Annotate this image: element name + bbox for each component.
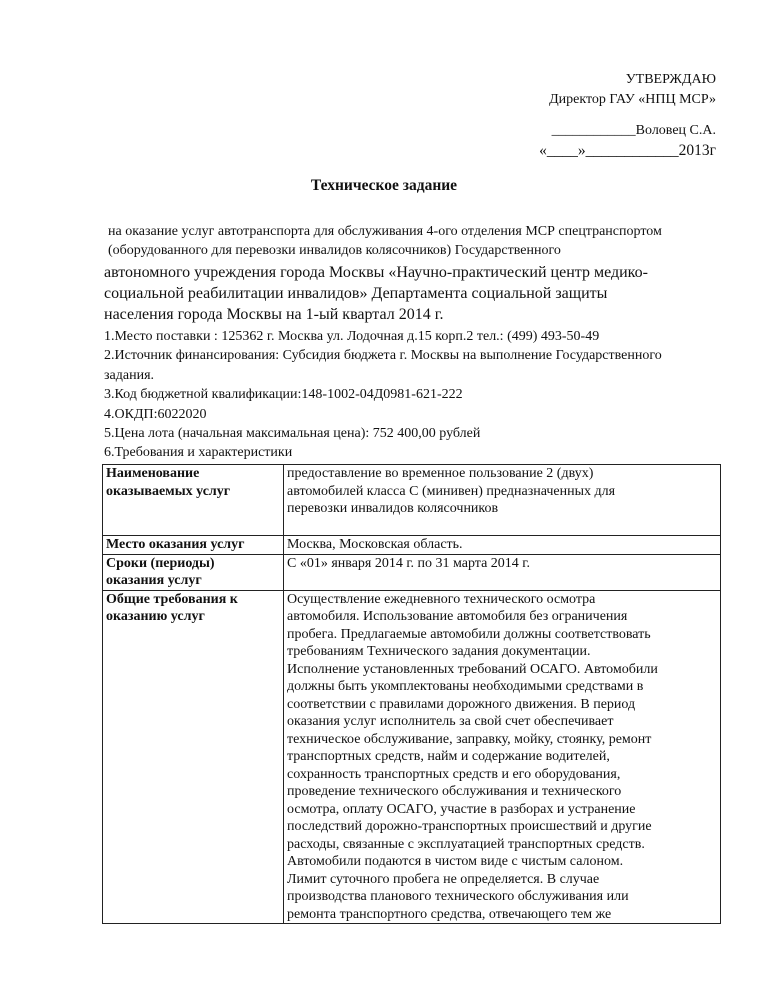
row-value (284, 590, 721, 924)
signature-line: ____________Воловец С.А. (551, 123, 716, 138)
value-line: осмотра, оплату ОСАГО, участие в разборах и устранение (287, 801, 636, 817)
value-line: соответствии с правилами дорожного движения. В период (287, 696, 636, 712)
row-label (103, 590, 284, 924)
intro-line: социальной реабилитации инвалидов» Департамента социальной защиты (104, 285, 608, 302)
row-label (103, 554, 284, 590)
value-line: оказания услуг исполнитель за свой счет обеспечивает (287, 714, 614, 729)
table-row (103, 554, 721, 590)
value-line: производства планового технического обслуживания или (287, 889, 629, 904)
row-value (284, 536, 721, 555)
value-line: последствий дорожно-транспортных происшествий и другие (287, 819, 652, 834)
value-line: сохранность транспортных средств и его оборудования, (287, 766, 621, 782)
requirements-table (102, 464, 721, 924)
intro-line: населения города Москвы на 1-ый квартал 2014 г. (104, 306, 444, 323)
value-line: Автомобили подаются в чистом виде с чистым салоном. (287, 854, 624, 869)
label-line: оказания услуг (106, 573, 202, 588)
table-row (103, 536, 721, 555)
approve-heading: УТВЕРЖДАЮ (625, 72, 716, 87)
value-line: пробега. Предлагаемые автомобили должны соответствовать (287, 626, 651, 642)
value-line: транспортных средств, найм и содержание водителей, (287, 749, 610, 764)
director-line: Директор ГАУ «НПЦ МСР» (549, 92, 716, 107)
label-line: Общие требования к (106, 591, 238, 607)
row-value (284, 554, 721, 590)
date-line: «____»____________2013г (539, 142, 716, 159)
value-line: Лимит суточного пробега не определяется. В случае (287, 871, 600, 887)
value-line: автомобиля. Использование автомобиля без ограничения (287, 609, 628, 624)
label-line: Сроки (периоды) (106, 555, 215, 571)
value-line: проведение технического обслуживания и технического (287, 784, 622, 799)
value-line: предоставление во временное пользование 2 (двух) (287, 466, 594, 481)
approval-block (539, 70, 716, 161)
items-list (104, 327, 724, 463)
value-line: требованиям Технического задания документации. (287, 644, 591, 659)
row-label (103, 465, 284, 536)
list-item: 6.Требования и характеристики (104, 445, 293, 461)
intro-small (108, 222, 728, 260)
table-row (103, 465, 721, 536)
value-line: Осуществление ежедневного технического осмотра (287, 591, 596, 607)
value-line: ремонта транспортного средства, отвечающего тем же (287, 906, 612, 922)
value-line: Москва, Московская область. (287, 537, 463, 552)
list-item: 2.Источник финансирования: Субсидия бюджета г. Москвы на выполнение Государственного (104, 348, 662, 364)
label-line: Наименование (106, 466, 200, 481)
value-line: С «01» января 2014 г. по 31 марта 2014 г. (287, 555, 530, 571)
value-line: должны быть укомплектованы необходимыми средствами в (287, 679, 644, 694)
label-line: оказываемых услуг (106, 483, 231, 499)
label-line: Место оказания услуг (106, 537, 245, 552)
value-line: расходы, связанные с эксплуатацией транспортных средств. (287, 836, 645, 852)
row-value (284, 465, 721, 536)
intro-line: на оказание услуг автотранспорта для обслуживания 4-ого отделения МСР спецтранспортом (108, 224, 662, 239)
table-row (103, 590, 721, 924)
row-label (103, 536, 284, 555)
intro-line: автономного учреждения города Москвы «Научно-практический центр медико- (104, 264, 648, 281)
list-item: 5.Цена лота (начальная максимальная цена): 752 400,00 рублей (104, 426, 481, 442)
intro-large (104, 262, 704, 325)
list-item: задания. (104, 367, 155, 383)
list-item: 3.Код бюджетной квалификации:148-1002-04Д0981-621-222 (104, 387, 463, 403)
value-line: автомобилей класса С (минивен) предназначенных для (287, 483, 616, 499)
intro-line: (оборудованного для перевозки инвалидов колясочников) Государственного (108, 243, 561, 258)
value-line: Исполнение установленных требований ОСАГО. Автомобили (287, 661, 658, 677)
list-item: 4.ОКДП:6022020 (104, 406, 207, 422)
value-line: техническое обслуживание, заправку, мойку, стоянку, ремонт (287, 731, 652, 747)
label-line: оказанию услуг (106, 609, 205, 624)
document-title: Техническое задание (310, 177, 458, 194)
list-item: 1.Место поставки : 125362 г. Москва ул. Лодочная д.15 корп.2 тел.: (499) 493-50-49 (104, 329, 600, 344)
value-line: перевозки инвалидов колясочников (287, 501, 499, 516)
